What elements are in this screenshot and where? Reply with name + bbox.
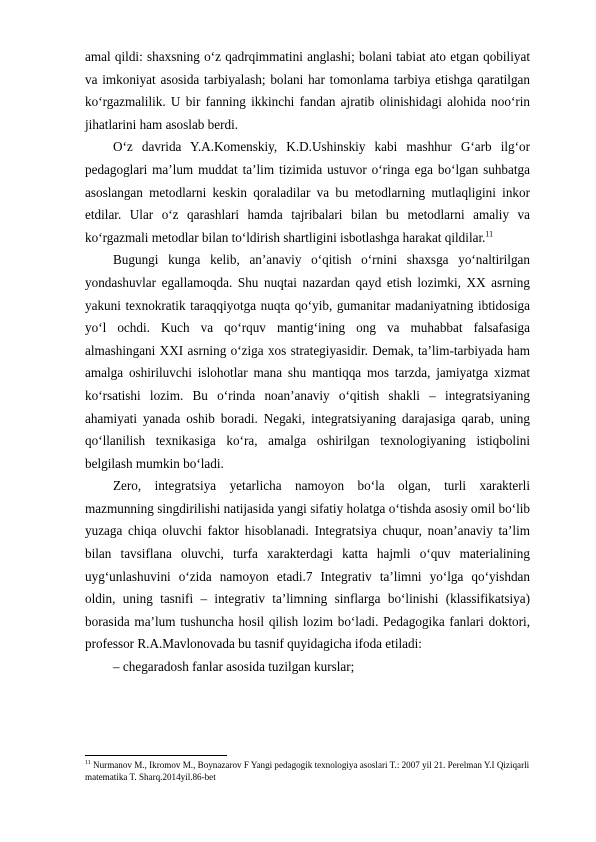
footnote-text: Nurmanov M., Ikromov M., Boynazarov F Yangi pedagogik texnologiya asoslari T.: 2007 yil 21. Perelman Y.I Qiziqarli matematika T. Sharq.2014yil.86-bet xyxy=(85,760,530,782)
paragraph-3 xyxy=(85,249,530,475)
footnote-divider xyxy=(85,755,227,756)
footnote-number: 11 xyxy=(85,759,91,766)
page-body xyxy=(85,46,530,679)
paragraph-1 xyxy=(85,46,530,136)
paragraph-2 xyxy=(85,136,530,249)
paragraph-1-text: amal qildi: shaxsning o‘z qadrqimmatini anglashi; bolani tabiat ato etgan qobiliyat va imkoniyat asosida tarbiyalash; bolani har tomonlama tarbiya etishga qaratilgan ko‘rgazmalilik. U bir fanning ikkinchi fandan ajratib olinishidagi alohida noo‘rin jihatlarini ham asoslab berdi. xyxy=(85,49,530,132)
list-item xyxy=(85,656,530,679)
paragraph-4-text: Zero, integratsiya yetarlicha namoyon bo‘la olgan, turli xarakterli mazmunning singdirilishi natijasida yangi sifatiy holatga o‘tishda asosiy omil bo‘lib yuzaga chiqa oluvchi faktor hisoblanadi. Integratsiya chuqur, noan’anaviy ta’lim bilan tavsiflana oluvchi, turfa xarakterdagi katta hajmli o‘quv materialining uyg‘unlashuvini o‘zida namoyon etadi.7 Integrativ ta’limni yo‘lga qo‘yishdan oldin, uning tasnifi – integrativ ta’limning sinflarga bo‘linishi (klassifikatsiya) borasida ma’lum tushuncha hosil qilish lozim bo‘ladi. Pedagogika fanlari doktori, professor R.A.Mavlonovada bu tasnif quyidagicha ifoda etiladi: xyxy=(85,478,530,652)
list-item-text: – chegaradosh fanlar asosida tuzilgan kurslar; xyxy=(113,659,355,675)
footnote-reference[interactable]: 11 xyxy=(485,229,494,239)
paragraph-2-text: O‘z davrida Y.A.Komenskiy, K.D.Ushinskiy kabi mashhur G‘arb ilg‘or pedagoglari ma’lum muddat ta’lim tizimida ustuvor o‘ringa ega bo‘lgan suhbatga asoslangan metodlarni keskin qoraladilar va bu metodlarning mutlaqligini inkor etdilar. Ular o‘z qarashlari hamda tajribalari bilan bu metodlarni amaliy va ko‘rgazmali metodlar bilan to‘ldirish shartligini isbotlashga harakat qildilar. xyxy=(85,139,530,245)
footnote xyxy=(85,760,530,783)
paragraph-4 xyxy=(85,475,530,656)
paragraph-3-text: Bugungi kunga kelib, an’anaviy o‘qitish o‘rnini shaxsga yo‘naltirilgan yondashuvlar egallamoqda. Shu nuqtai nazardan qayd etish lozimki, XX asrning yakuni texnokratik taraqqiyotga nuqta qo‘yib, gumanitar madaniyatning ibtidosiga yo‘l ochdi. Kuch va qo‘rquv mantig‘ining ong va muhabbat falsafasiga almashingani XXI asrning o‘ziga xos strategiyasidir. Demak, ta’lim-tarbiyada ham amalga oshiriluvchi islohotlar mana shu mantiqqa mos tarzda, jamiyatga xizmat ko‘rsatishi lozim. Bu o‘rinda noan’anaviy o‘qitish shakli – integratsiyaning ahamiyati yanada oshib boradi. Negaki, integratsiyaning darajasiga qarab, uning qo‘llanilish texnikasiga ko‘ra, amalga oshirilgan texnologiyaning istiqbolini belgilash mumkin bo‘ladi. xyxy=(85,252,530,471)
